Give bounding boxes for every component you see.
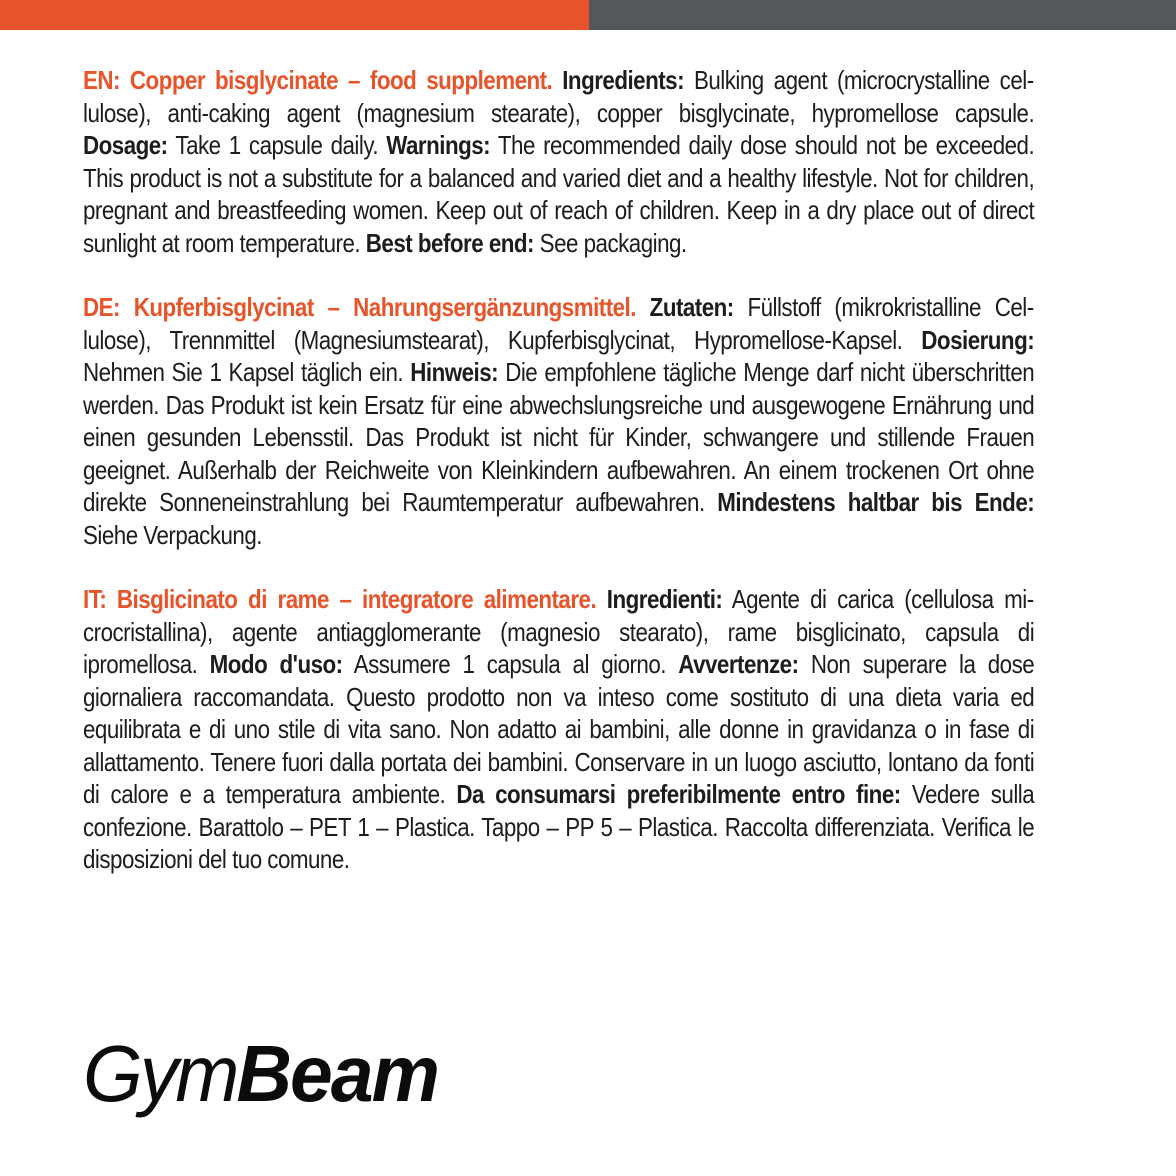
warnings-label: Hinweis: [410, 357, 499, 387]
dosage-label: Dosierung: [921, 324, 1035, 355]
ingredients-label: Ingredienti: [606, 584, 723, 614]
dosage-text: Assumere 1 capsula al giorno. [342, 649, 679, 679]
gymbeam-logo [83, 1028, 438, 1118]
section-it [83, 583, 1034, 876]
section-en [83, 64, 1034, 259]
dosage-label: Dosage: [83, 130, 168, 160]
warnings-text: Non superare la dose giornaliera raccomandata. Questo prodotto non va inteso come sostituto di una dieta varia ed equilibrata e di uno stile di vita sano. Non adatto ai bambini, alle donne in gravidanza o in fase di allattamento. Tenere fuori dalla portata dei bambini. Conservare in un luogo asciutto, lontano da fonti di calore e a temperatura ambiente. [83, 649, 1035, 809]
best-before-text: Siehe Verpackung. [83, 519, 262, 550]
section-de [83, 291, 1034, 551]
warnings-text: Die empfohlene tägliche Menge darf nicht überschritten werden. Das Produkt ist kein Ersatz für eine abwechslungsreiche und ausgewogene Ernährung und einen gesunden Lebensstil. Das Produkt ist nicht für Kinder, schwangere und stillende Frauen geeignet. Außerhalb der Reichweite von Kleinkindern aufbewahren. An einem trockenen Ort ohne direkte Sonneneinstrahlung bei Raumtemperatur aufbewahren. [83, 357, 1035, 517]
top-bar-orange-segment [0, 0, 589, 30]
ingredients-label: Zutaten: [649, 292, 734, 322]
best-before-label: Da consumarsi preferibilmente entro fine: [456, 779, 901, 809]
section-heading: IT: Bisglicinato di rame – integratore alimentare. [83, 584, 597, 614]
label-text-content [83, 64, 1034, 908]
best-before-text: Vedere sulla confezione. Barattolo – PET 1 – Plastica. Tappo – PP 5 – Plastica. Raccolta differenziata. Verifica le disposizioni del tuo comune. [83, 779, 1035, 874]
dosage-label: Modo d'uso: [209, 649, 343, 679]
warnings-label: Warnings: [386, 130, 491, 160]
best-before-label: Best before end: [365, 227, 534, 258]
logo-text-beam: Beam [236, 1029, 438, 1118]
logo-text-gym: Gym [83, 1029, 237, 1118]
section-heading: EN: Copper bisglycinate – food supplement. [83, 65, 553, 95]
section-heading: DE: Kupferbisglycinat – Nahrungsergänzungsmittel. [83, 292, 636, 322]
warnings-label: Avvertenze: [678, 649, 799, 679]
best-before-text: See packaging. [533, 227, 687, 258]
dosage-text: Take 1 capsule daily. [167, 130, 387, 160]
ingredients-text: Füllstoff (mikrokristalline Cellulose), Trennmittel (Magnesiumstearat), Kupferbisglycinat, Hypromellose-Kapsel. [83, 292, 1035, 355]
top-color-bar [0, 0, 1176, 30]
top-bar-gray-segment [589, 0, 1176, 30]
ingredients-label: Ingredients: [562, 65, 685, 95]
best-before-label: Mindestens haltbar bis Ende: [717, 487, 1035, 517]
ingredients-text: Agente di carica (cellulosa microcristallina), agente antiagglomerante (magnesio stearato), rame bisglicinato, capsula di ipromellosa. [83, 584, 1035, 679]
ingredients-text: Bulking agent (microcrystalline cellulose), anti-caking agent (magnesium stearate), copper bisglycinate, hypromellose capsule. [83, 65, 1035, 128]
warnings-text: The recommended daily dose should not be exceeded. This product is not a substitute for a balanced and varied diet and a healthy lifestyle. Not for children, pregnant and breastfeeding women. Keep out of reach of children. Keep in a dry place out of direct sunlight at room temperature. [83, 130, 1035, 258]
dosage-text: Nehmen Sie 1 Kapsel täglich ein. [83, 357, 411, 387]
